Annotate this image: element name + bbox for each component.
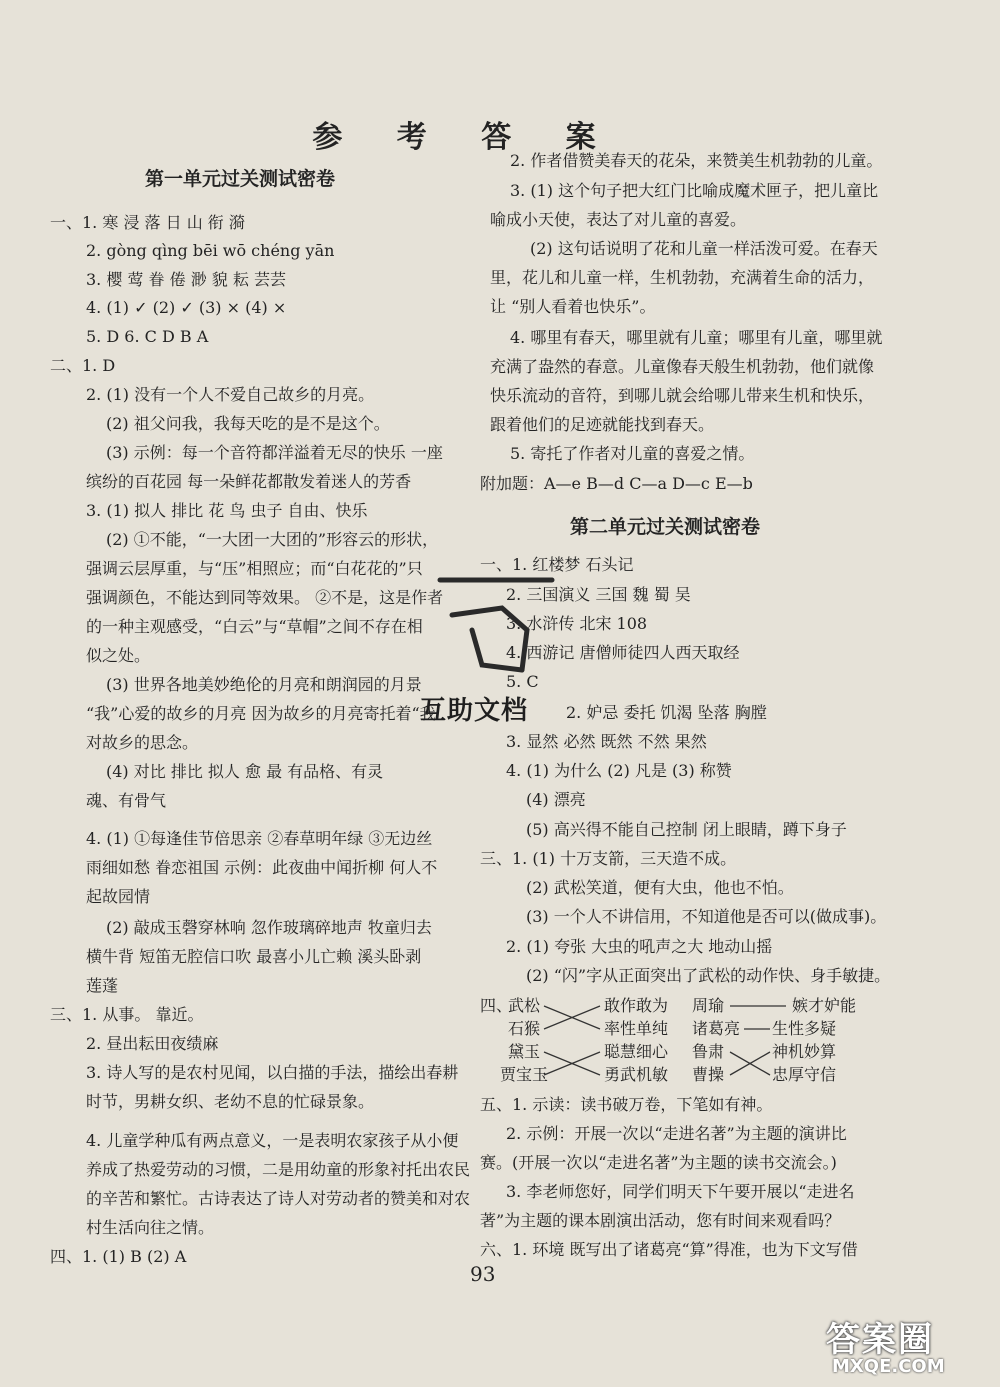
answer-line: 的辛苦和繁忙。古诗表达了诗人对劳动者的赞美和对农: [86, 1189, 471, 1208]
answer-line: 三、1. (1) 十万支箭，三天造不成。: [480, 849, 737, 868]
answer-line: 时节，男耕女织、老幼不息的忙碌景象。: [86, 1092, 375, 1111]
answer-line: (2) 这句话说明了花和儿童一样活泼可爱。在春天: [530, 239, 878, 258]
answer-line: 4. 哪里有春天，哪里就有儿童；哪里有儿童，哪里就: [510, 328, 883, 347]
answer-line: (3) 世界各地美妙绝伦的月亮和朗润园的月景: [106, 675, 422, 694]
match-right-item: 忠厚守信: [772, 1065, 837, 1084]
answer-line: 里，花儿和儿童一样，生机勃勃，充满着生命的活力，: [490, 268, 875, 287]
page-number: 93: [470, 1262, 496, 1286]
answer-line: 缤纷的百花园 每一朵鲜花都散发着迷人的芳香: [86, 472, 412, 491]
match-left-item: 贾宝玉: [500, 1065, 549, 1084]
answer-line: 4. 儿童学种瓜有两点意义，一是表明农家孩子从小便: [86, 1131, 459, 1150]
answer-line: 五、1. 示读：读书破万卷，下笔如有神。: [480, 1095, 773, 1114]
match-right-item: 敢作敢为: [604, 996, 669, 1015]
answer-line: (2) ①不能，“一大团一大团的”形容云的形状，: [106, 530, 439, 549]
answer-line: 似之处。: [86, 646, 151, 665]
match-left-item: 武松: [508, 996, 541, 1015]
answer-line: 附加题：A—e B—d C—a D—c E—b: [480, 474, 753, 493]
match-left-item: 周瑜: [692, 996, 725, 1015]
answer-line: (2) 祖父问我，我每天吃的是不是这个。: [106, 414, 390, 433]
answer-line: 4. 西游记 唐僧师徒四人西天取经: [506, 643, 740, 662]
match-right-item: 嫉才妒能: [792, 996, 857, 1015]
answer-line: 充满了盎然的春意。儿童像春天般生机勃勃，他们就像: [490, 357, 875, 376]
answer-line: 2. 昼出耘田夜绩麻: [86, 1034, 219, 1053]
page-title: 参 考 答 案: [312, 120, 618, 155]
answer-line: 4. (1) ✓ (2) ✓ (3) × (4) ×: [86, 298, 287, 317]
answer-line: (2) 武松笑道，便有大虫，他也不怕。: [526, 878, 794, 897]
answer-line: 5. D 6. C D B A: [86, 327, 209, 346]
answer-line: 3. 水浒传 北宋 108: [506, 614, 648, 633]
answer-line: 3. (1) 拟人 排比 花 鸟 虫子 自由、快乐: [86, 501, 368, 520]
answer-line: (4) 漂亮: [526, 790, 586, 809]
answer-line: 2. 三国演义 三国 魏 蜀 吴: [506, 585, 691, 604]
answer-line: 3. 诗人写的是农村见闻，以白描的手法，描绘出春耕: [86, 1063, 459, 1082]
answer-line: 4. (1) ①每逢佳节倍思亲 ②春草明年绿 ③无边丝: [86, 829, 433, 848]
answer-line: 魂、有骨气: [86, 791, 167, 810]
watermark-mark-icon: [432, 570, 562, 690]
answer-line: 强调颜色，不能达到同等效果。 ②不是，这是作者: [86, 588, 444, 607]
answer-line: 的一种主观感受，“白云”与“草帽”之间不存在相: [86, 617, 423, 636]
watermark-text: 互助文档: [420, 696, 529, 726]
answer-line: 著”为主题的课本剧演出活动，您有时间来观看吗？: [480, 1211, 841, 1230]
answer-line: 3. 樱 莺 眷 倦 渺 貌 耘 芸芸: [86, 270, 286, 289]
answer-line: (3) 一个人不讲信用，不知道他是否可以(做成事)。: [526, 907, 887, 926]
answer-line: 养成了热爱劳动的习惯，二是用幼童的形象衬托出农民: [86, 1160, 471, 1179]
match-left-item: 鲁肃: [692, 1042, 725, 1061]
corner-logo: [820, 1310, 995, 1385]
answer-line: 横牛背 短笛无腔信口吹 最喜小儿亡赖 溪头卧剥: [86, 947, 422, 966]
answer-line: 六、1. 环境 既写出了诸葛亮“算”得准，也为下文写借: [480, 1240, 858, 1259]
answer-line: 2. (1) 夸张 大虫的吼声之大 地动山摇: [506, 937, 773, 956]
answer-line: 5. 寄托了作者对儿童的喜爱之情。: [510, 444, 755, 463]
logo-text: 答案圈: [826, 1320, 934, 1360]
answer-line: 雨细如愁 眷恋祖国 示例：此夜曲中闻折柳 何人不: [86, 858, 438, 877]
section-heading-unit-1: 第一单元过关测试密卷: [145, 168, 336, 190]
answer-line: 2. gòng qìng bēi wō chéng yān: [86, 241, 335, 260]
answer-line: 2. (1) 没有一个人不爱自己故乡的月亮。: [86, 385, 375, 404]
match-right-item: 聪慧细心: [604, 1042, 669, 1061]
match-right-item: 神机妙算: [772, 1042, 837, 1061]
answer-line: 2. 妒忌 委托 饥渴 坠落 胸膛: [566, 703, 767, 722]
answer-line: (4) 对比 排比 拟人 愈 最 有品格、有灵: [106, 762, 384, 781]
answer-line: 2. 作者借赞美春天的花朵，来赞美生机勃勃的儿童。: [510, 151, 883, 170]
answer-line: 5. C: [506, 672, 539, 691]
answer-line: 赛。(开展一次以“走进名著”为主题的读书交流会。): [480, 1153, 837, 1172]
answer-line: 快乐流动的音符，到哪儿就会给哪儿带来生机和快乐，: [490, 386, 875, 405]
match-left-item: 曹操: [692, 1065, 725, 1084]
answer-line: 二、1. D: [50, 356, 116, 375]
answer-line: 3. (1) 这个句子把大红门比喻成魔术匣子，把儿童比: [510, 181, 879, 200]
answer-line: 跟着他们的足迹就能找到春天。: [490, 415, 715, 434]
match-right-item: 勇武机敏: [604, 1065, 669, 1084]
answer-line: 莲蓬: [86, 976, 119, 995]
answer-line: (3) 示例：每一个音符都洋溢着无尽的快乐 一座: [106, 443, 443, 462]
answer-line: (2) 敲成玉磬穿林响 忽作玻璃碎地声 牧童归去: [106, 918, 432, 937]
answer-line: (5) 高兴得不能自己控制 闭上眼睛，蹲下身子: [526, 820, 847, 839]
match-right-item: 生性多疑: [772, 1019, 837, 1038]
answer-line: 村生活向往之情。: [86, 1218, 215, 1237]
answer-line: 对故乡的思念。: [86, 733, 199, 752]
answer-line: 强调云层厚重，与“压”相照应；而“白花花的”只: [86, 559, 423, 578]
match-left-item: 诸葛亮: [692, 1019, 741, 1038]
answer-line: 4. (1) 为什么 (2) 凡是 (3) 称赞: [506, 761, 732, 780]
answer-line: 2. 示例：开展一次以“走进名著”为主题的演讲比: [506, 1124, 847, 1143]
answer-line: 3. 李老师您好，同学们明天下午要开展以“走进名: [506, 1182, 855, 1201]
answer-line: (2) “闪”字从正面突出了武松的动作快、身手敏捷。: [526, 966, 891, 985]
answer-line: 三、1. 从事。 靠近。: [50, 1005, 204, 1024]
match-left-item: 黛玉: [508, 1042, 541, 1061]
answer-line: 四、1. (1) B (2) A: [50, 1247, 187, 1266]
match-right-item: 率性单纯: [604, 1019, 669, 1038]
section-heading-unit-2: 第二单元过关测试密卷: [570, 516, 761, 538]
match-left-item: 石猴: [508, 1019, 541, 1038]
logo-domain: MXQE.COM: [832, 1356, 945, 1377]
answer-line: 3. 显然 必然 既然 不然 果然: [506, 732, 707, 751]
answer-line: 喻成小天使，表达了对儿童的喜爱。: [490, 210, 747, 229]
answer-line: 一、1. 寒 浸 落 日 山 衔 漪: [50, 213, 245, 232]
answer-line: 一、1. 红楼梦 石头记: [480, 555, 634, 574]
matching-label: 四、: [480, 996, 513, 1015]
answer-line: 起故园情: [86, 887, 151, 906]
answer-line: “我”心爱的故乡的月亮 因为故乡的月亮寄托着“我: [86, 704, 436, 723]
answer-line: 让 “别人看着也快乐”。: [490, 297, 656, 316]
